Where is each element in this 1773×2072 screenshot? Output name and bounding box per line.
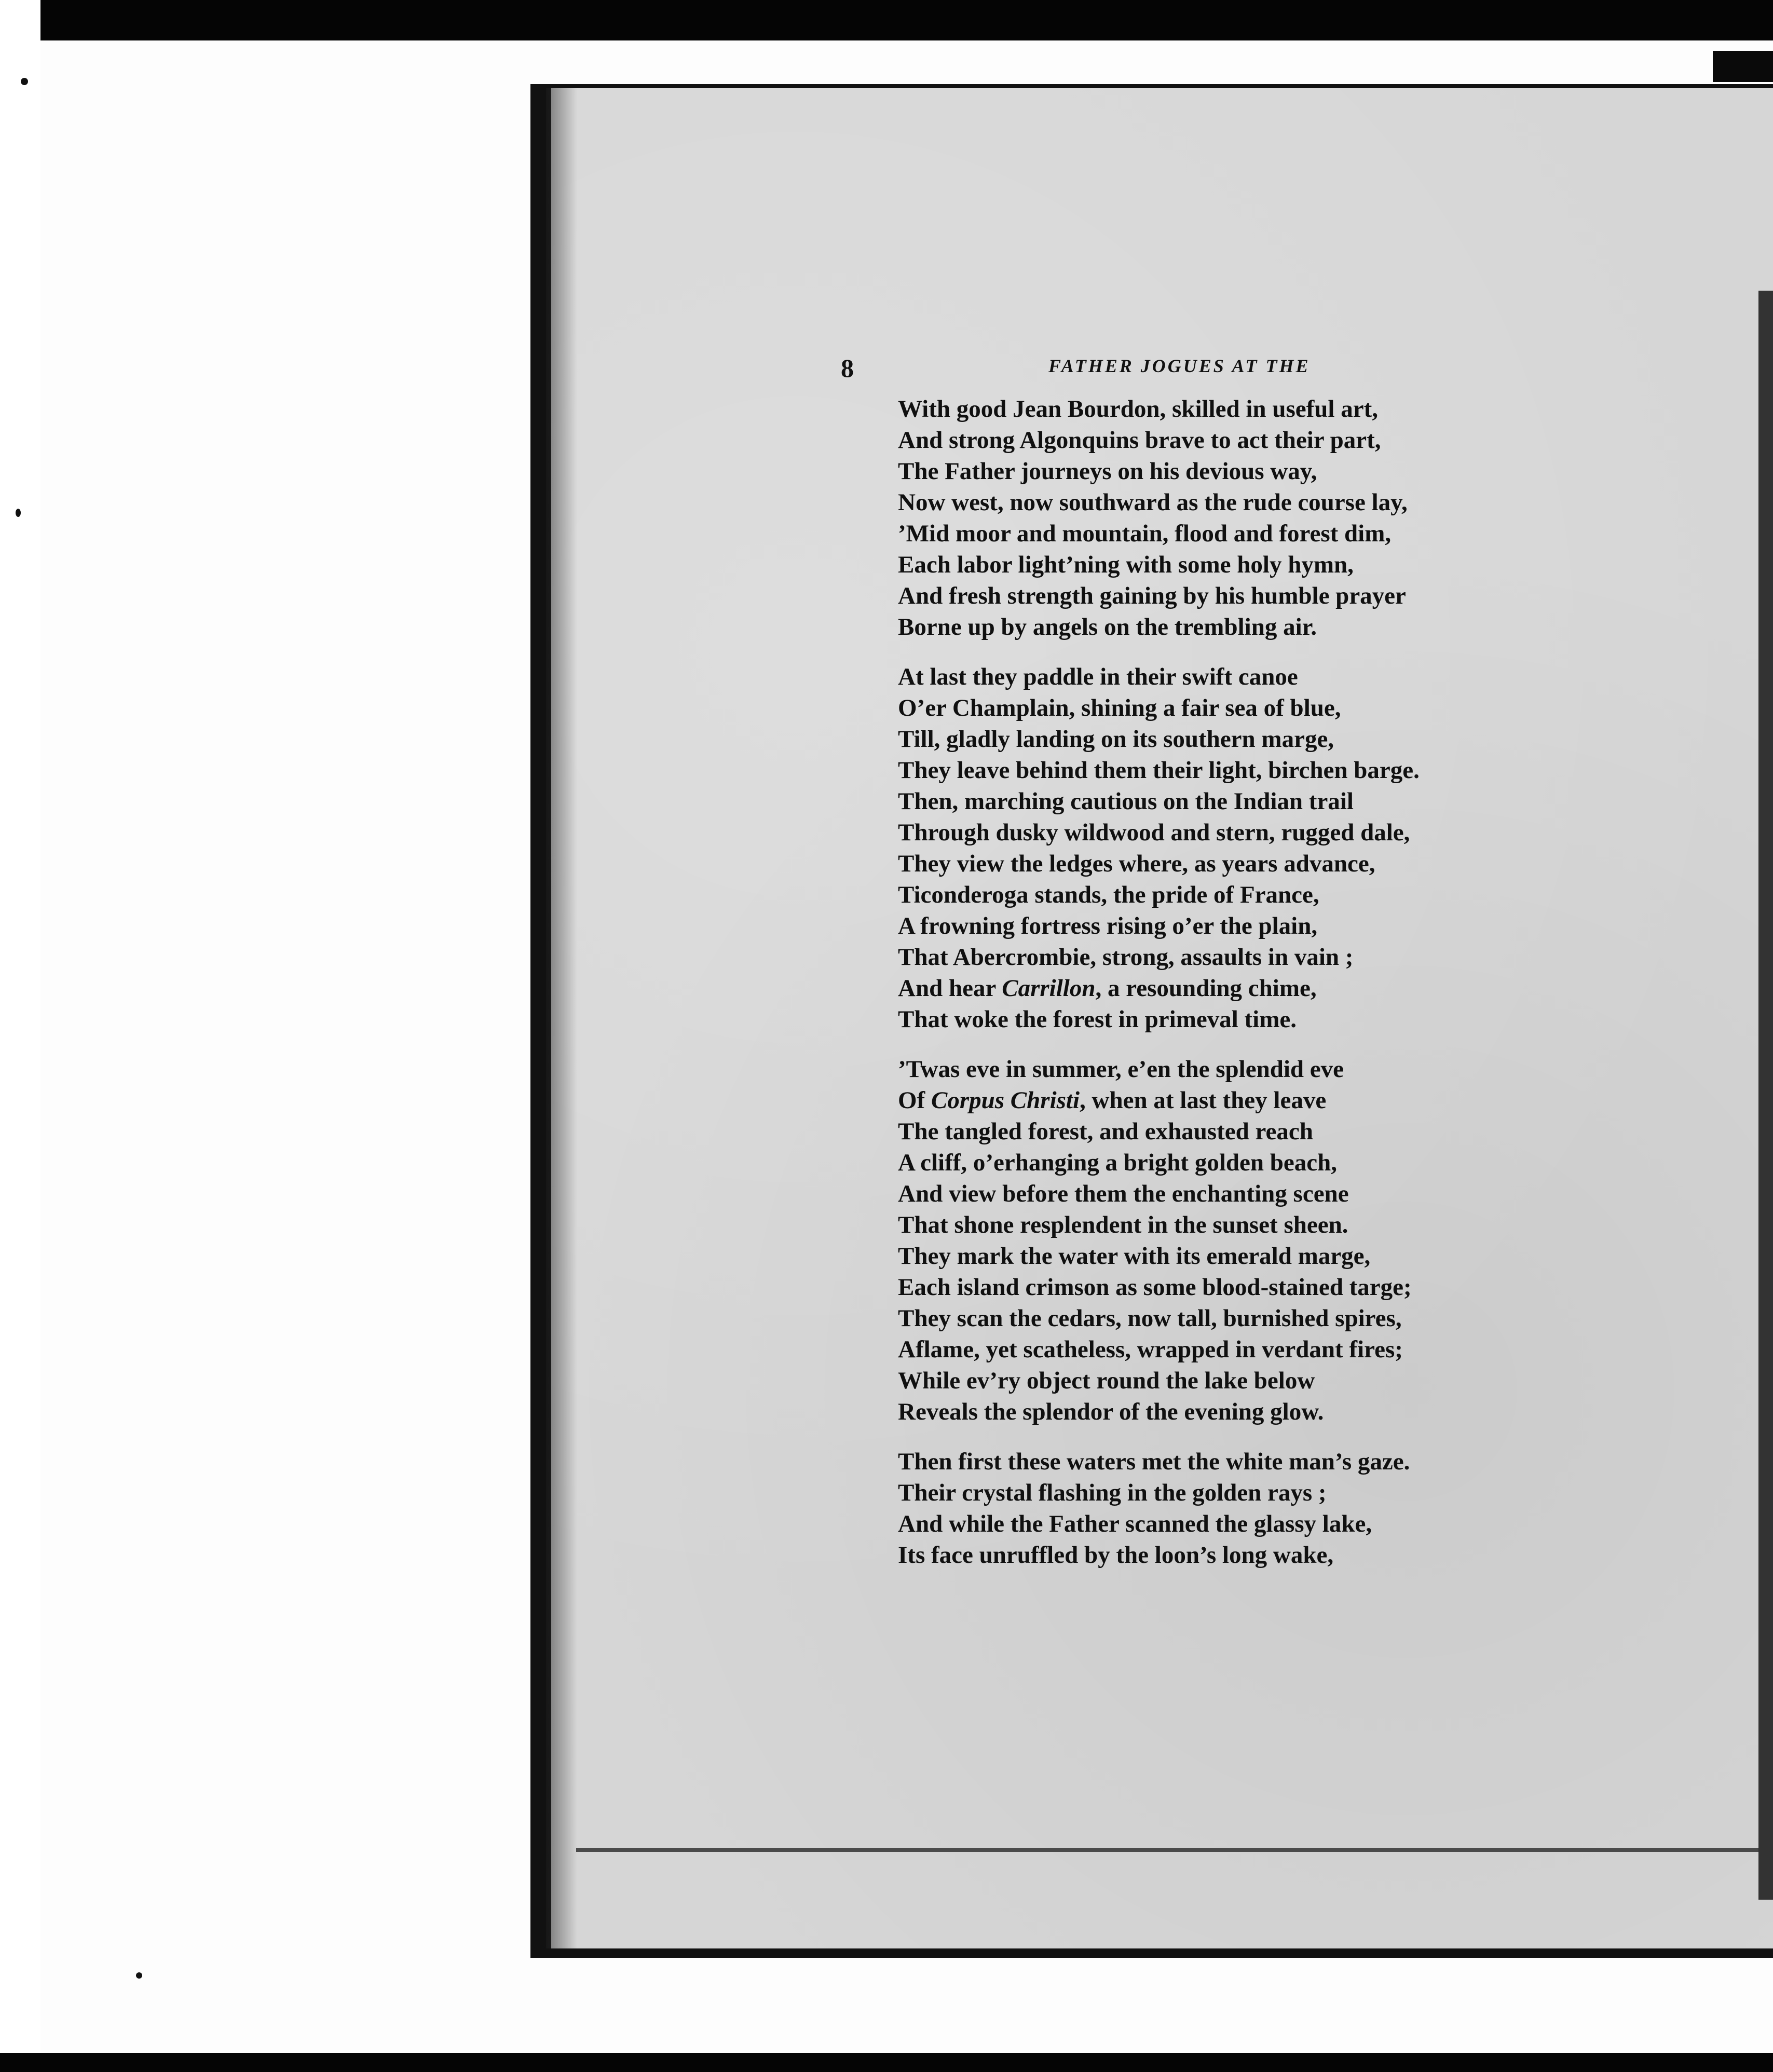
poem-line: ’Mid moor and mountain, flood and forest dim, [898, 520, 1392, 547]
scan-corner-mark [1713, 51, 1773, 82]
poem-line-text: And hear [898, 975, 1002, 1002]
poem-line: And fresh strength gaining by his humble prayer [898, 582, 1406, 609]
poem-line-text: Of [898, 1087, 931, 1114]
poem-line: That shone resplendent in the sunset sheen. [898, 1211, 1348, 1238]
poem-stanza [898, 393, 1495, 643]
scan-bottom-border [0, 2053, 1773, 2072]
poem-line: The tangled forest, and exhausted reach [898, 1118, 1313, 1145]
page-gutter-shadow [546, 88, 577, 1948]
poem-line: At last they paddle in their swift canoe [898, 663, 1298, 690]
poem-stanza [898, 661, 1495, 1035]
poem-line: Now west, now southward as the rude course lay, [898, 489, 1408, 516]
scan-speck [21, 78, 28, 85]
poem-line: With good Jean Bourdon, skilled in useful art, [898, 396, 1378, 422]
poem-line: Reveals the splendor of the evening glow. [898, 1398, 1324, 1425]
running-head [841, 353, 1464, 384]
poem-text [898, 393, 1495, 1589]
page-bottom-edge [576, 1848, 1773, 1852]
scan-top-border [0, 0, 1773, 40]
poem-line [898, 973, 1495, 1004]
poem-line: And view before them the enchanting scene [898, 1180, 1349, 1207]
poem-line: ’Twas eve in summer, e’en the splendid eve [898, 1056, 1344, 1083]
poem-line: Ticonderoga stands, the pride of France, [898, 881, 1319, 908]
poem-line: Then, marching cautious on the Indian trail [898, 788, 1354, 815]
poem-line: The Father journeys on his devious way, [898, 458, 1317, 485]
poem-line-text: , when at last they leave [1080, 1087, 1327, 1114]
poem-line: A frowning fortress rising o’er the plain, [898, 912, 1318, 939]
poem-line-text: , a resounding chime, [1095, 975, 1317, 1002]
poem-line [898, 1085, 1495, 1116]
poem-line: They mark the water with its emerald marge, [898, 1243, 1371, 1270]
poem-line: O’er Champlain, shining a fair sea of blue, [898, 694, 1341, 721]
poem-line: Each labor light’ning with some holy hymn, [898, 551, 1354, 578]
scan-left-margin [0, 0, 40, 2072]
poem-line: That Abercrombie, strong, assaults in vain ; [898, 944, 1354, 971]
poem-stanza [898, 1446, 1495, 1571]
scan-speck [16, 509, 21, 517]
scan-speck [136, 1972, 142, 1979]
poem-line: They view the ledges where, as years advance, [898, 850, 1375, 877]
poem-line: Through dusky wildwood and stern, rugged dale, [898, 819, 1410, 846]
poem-line: They scan the cedars, now tall, burnished spires, [898, 1305, 1402, 1332]
poem-line: While ev’ry object round the lake below [898, 1367, 1315, 1394]
poem-line: Till, gladly landing on its southern marge, [898, 726, 1334, 753]
poem-line: A cliff, o’erhanging a bright golden beach, [898, 1149, 1338, 1176]
poem-line: Borne up by angels on the trembling air. [898, 614, 1317, 640]
poem-line: Then first these waters met the white man’s gaze. [898, 1448, 1410, 1475]
poem-line: And strong Algonquins brave to act their part, [898, 427, 1381, 454]
poem-line: Their crystal flashing in the golden rays ; [898, 1479, 1327, 1506]
poem-stanza [898, 1054, 1495, 1427]
poem-line-italic: Corpus Christi [931, 1087, 1080, 1114]
poem-line: Aflame, yet scatheless, wrapped in verdant fires; [898, 1336, 1403, 1363]
page-right-edge [1758, 291, 1773, 1900]
poem-line-italic: Carrillon [1002, 975, 1096, 1002]
poem-line: They leave behind them their light, birchen barge. [898, 757, 1420, 784]
running-title: FATHER JOGUES AT THE [1048, 356, 1311, 376]
poem-line: Each island crimson as some blood-stained targe; [898, 1274, 1412, 1301]
poem-line: That woke the forest in primeval time. [898, 1006, 1297, 1033]
poem-line: And while the Father scanned the glassy lake, [898, 1510, 1372, 1537]
poem-line: Its face unruffled by the loon’s long wake, [898, 1542, 1334, 1569]
page-number: 8 [841, 353, 854, 383]
